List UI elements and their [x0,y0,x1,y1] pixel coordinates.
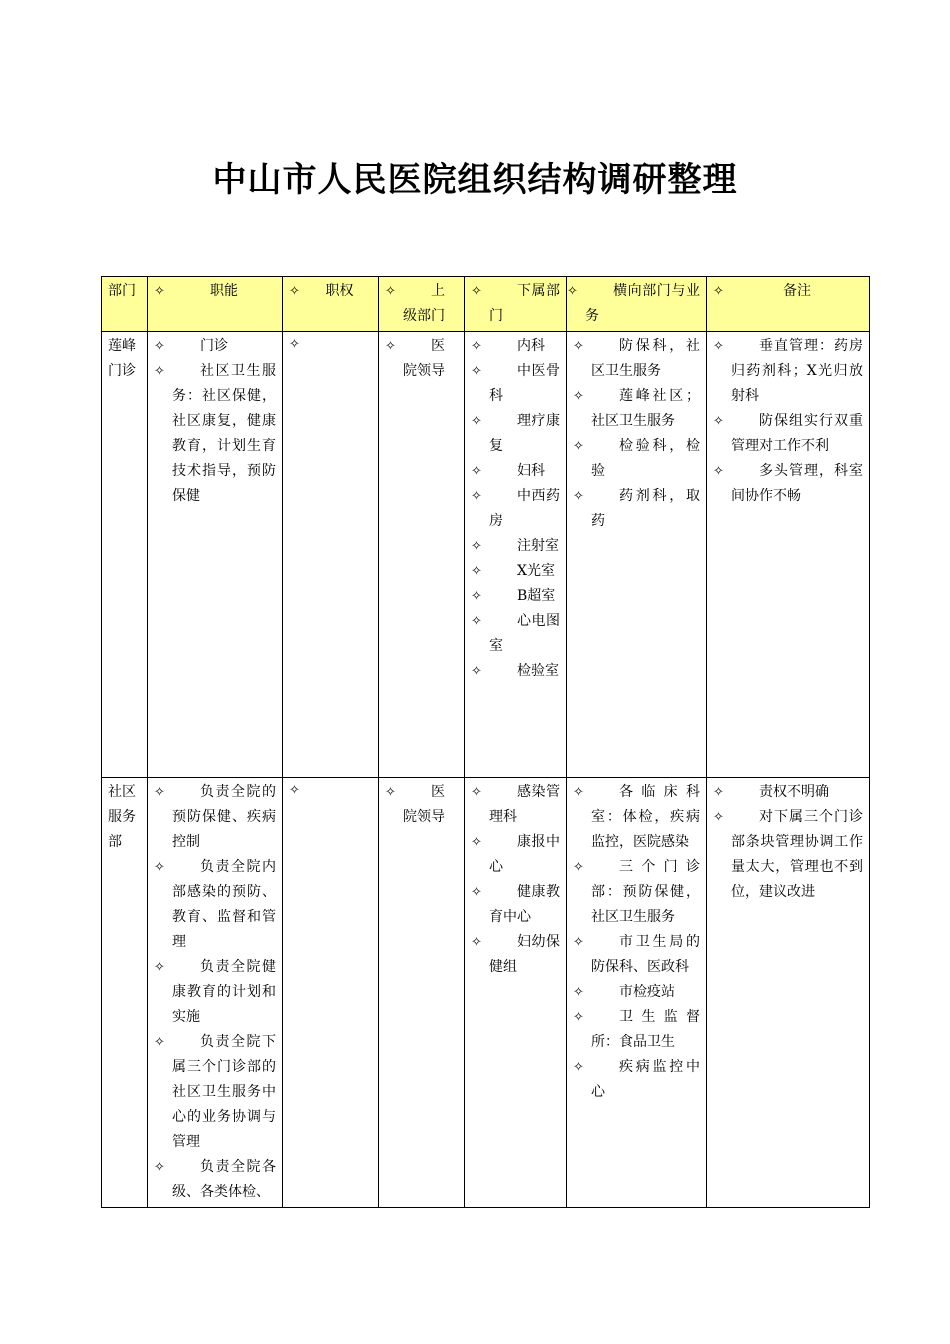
sub-item: ✧ 康报中心 [471,830,560,880]
bullet-icon: ✧ [154,1160,165,1175]
table-header-row [102,277,870,332]
bullet-icon: ✧ [713,464,724,479]
cell-dept: 社区服务部 [102,778,148,1208]
cell-remark [707,332,870,778]
cell-power [283,778,379,1208]
cell-func [148,332,283,778]
sub-item: ✧ 妇幼保健组 [471,930,560,980]
bullet-icon: ✧ [713,810,724,825]
bullet-icon: ✧ [471,785,482,800]
sub-item: ✧ B超室 [471,584,560,609]
table-row [102,778,870,1208]
func-item: ✧ 负责全院各级、各类体检、 [154,1155,276,1205]
bullet-icon: ✧ [471,885,482,900]
bullet-icon: ✧ [573,860,584,875]
bullet-icon: ✧ [471,589,482,604]
cell-sub [465,778,567,1208]
page-title: 中山市人民医院组织结构调研整理 [212,160,738,200]
bullet-icon: ✧ [154,364,165,379]
bullet-icon: ✧ [471,539,482,554]
bullet-icon: ✧ [154,860,165,875]
func-item: ✧ 负责全院下属三个门诊部的社区卫生服务中心的业务协调与管理 [154,1030,276,1155]
bullet-icon: ✧ [471,364,482,379]
bullet-icon: ✧ [471,935,482,950]
bullet-icon: ✧ [471,339,482,354]
header-func: ✧ 职能 [148,277,283,332]
cell-superior [379,332,465,778]
bullet-icon: ✧ [573,1060,584,1075]
bullet-icon: ✧ [471,489,482,504]
remark-item: ✧ 责权不明确 [713,780,863,805]
sub-item: ✧ 妇科 [471,459,560,484]
bullet-icon: ✧ [573,389,584,404]
superior-item: ✧ 医院领导 [385,780,458,830]
header-power: ✧ 职权 [283,277,379,332]
cell-remark [707,778,870,1208]
lateral-item: ✧ 市卫生局的防保科、医政科 [573,930,700,980]
bullet-icon: ✧ [573,489,584,504]
bullet-icon: ✧ [713,414,724,429]
func-item: ✧ 负责全院的预防保健、疾病控制 [154,780,276,855]
bullet-icon: ✧ [154,960,165,975]
sub-item: ✧ 中西药房 [471,484,560,534]
remark-item: ✧ 对下属三个门诊部条块管理协调工作量太大，管理也不到位，建议改进 [713,805,863,905]
remark-item: ✧ 垂直管理：药房归药剂科；X光归放射科 [713,334,863,409]
org-structure-table [101,276,870,1208]
bullet-icon: ✧ [289,337,300,352]
cell-power [283,332,379,778]
bullet-icon: ✧ [573,439,584,454]
bullet-icon: ✧ [573,1010,584,1025]
cell-dept: 莲峰门诊 [102,332,148,778]
superior-item: ✧ 医院领导 [385,334,458,384]
sub-item: ✧ 内科 [471,334,560,359]
remark-item: ✧ 防保组实行双重管理对工作不利 [713,409,863,459]
bullet-icon: ✧ [573,935,584,950]
cell-func [148,778,283,1208]
lateral-item: ✧ 莲峰社区；社区卫生服务 [573,384,700,434]
sub-item: ✧ 健康教育中心 [471,880,560,930]
header-superior: ✧ 上级部门 [379,277,465,332]
sub-item: ✧ 感染管理科 [471,780,560,830]
header-sub: ✧ 下属部门 [465,277,567,332]
lateral-item: ✧ 各临床科室：体检，疾病监控，医院感染 [573,780,700,855]
bullet-icon: ✧ [573,339,584,354]
sub-item: ✧ 检验室 [471,659,560,684]
cell-sub [465,332,567,778]
lateral-item: ✧ 疾病监控中心 [573,1055,700,1105]
bullet-icon: ✧ [154,785,165,800]
header-remark: ✧ 备注 [707,277,870,332]
lateral-item: ✧ 卫生监督所：食品卫生 [573,1005,700,1055]
bullet-icon: ✧ [154,339,165,354]
sub-item: ✧ X光室 [471,559,560,584]
bullet-icon: ✧ [289,783,300,798]
bullet-icon: ✧ [385,339,396,354]
func-item: ✧ 门诊 [154,334,276,359]
cell-lateral [567,332,707,778]
bullet-icon: ✧ [471,835,482,850]
bullet-icon: ✧ [471,414,482,429]
lateral-item: ✧ 三个门诊部：预防保健，社区卫生服务 [573,855,700,930]
cell-lateral [567,778,707,1208]
table-row [102,332,870,778]
func-item: ✧ 负责全院内部感染的预防、教育、监督和管理 [154,855,276,955]
bullet-icon: ✧ [154,1035,165,1050]
sub-item: ✧ 理疗康复 [471,409,560,459]
bullet-icon: ✧ [471,664,482,679]
bullet-icon: ✧ [471,614,482,629]
lateral-item: ✧ 药剂科，取药 [573,484,700,534]
func-item: ✧ 社区卫生服务：社区保健，社区康复，健康教育，计划生育技术指导，预防保健 [154,359,276,509]
func-item: ✧ 负责全院健康教育的计划和实施 [154,955,276,1030]
bullet-icon: ✧ [713,339,724,354]
cell-superior [379,778,465,1208]
header-dept: 部门 [102,277,148,332]
bullet-icon: ✧ [471,464,482,479]
sub-item: ✧ 心电图室 [471,609,560,659]
bullet-icon: ✧ [573,985,584,1000]
lateral-item: ✧ 检验科，检验 [573,434,700,484]
bullet-icon: ✧ [573,785,584,800]
bullet-icon: ✧ [385,785,396,800]
bullet-icon: ✧ [713,785,724,800]
bullet-icon: ✧ [471,564,482,579]
header-lateral: ✧ 横向部门与业务 [567,277,707,332]
sub-item: ✧ 中医骨科 [471,359,560,409]
sub-item: ✧ 注射室 [471,534,560,559]
remark-item: ✧ 多头管理，科室间协作不畅 [713,459,863,509]
lateral-item: ✧ 防保科，社区卫生服务 [573,334,700,384]
lateral-item: ✧ 市检疫站 [573,980,700,1005]
